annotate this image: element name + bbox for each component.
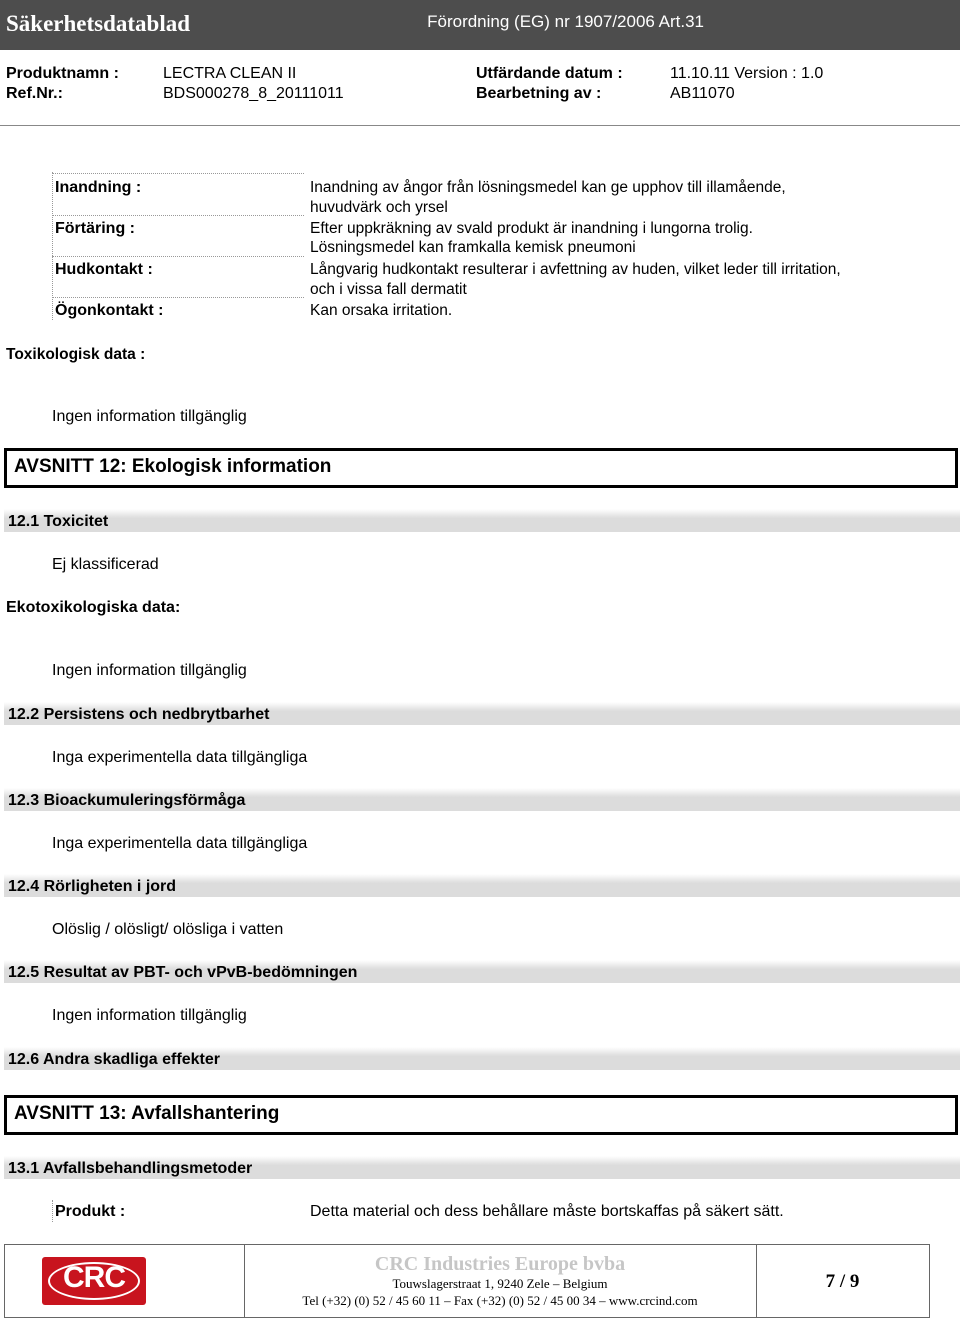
subsection-title: 12.4 Rörligheten i jord (8, 878, 177, 895)
section-13-heading (4, 1095, 958, 1135)
subsection-12-3 (4, 788, 960, 811)
persistence-value: Inga experimentella data tillgängliga (52, 749, 308, 766)
row-divider (52, 215, 304, 216)
product-row-border (52, 1200, 53, 1222)
edited-by-value: AB11070 (670, 85, 735, 102)
subsection-13-1 (4, 1156, 960, 1179)
row-divider (52, 256, 304, 257)
subsection-title: 12.1 Toxicitet (8, 513, 109, 530)
row-divider (52, 173, 304, 174)
product-name-label: Produktnamn : (6, 65, 119, 82)
company-name: CRC Industries Europe bvba (374, 1253, 626, 1275)
edited-by-label: Bearbetning av : (476, 85, 602, 102)
row-divider (52, 297, 304, 298)
inhalation-label: Inandning : (55, 179, 142, 196)
subsection-title: 13.1 Avfallsbehandlingsmetoder (8, 1160, 253, 1177)
skin-contact-text: och i vissa fall dermatit (310, 281, 467, 298)
section-13-title: AVSNITT 13: Avfallshantering (14, 1103, 280, 1124)
inhalation-text: Inandning av ångor från lösningsmedel kan ge upphov till illamående, (310, 179, 786, 196)
company-contact: Tel (+32) (0) 52 / 45 60 11 – Fax (+32) (0) 52 / 45 00 34 – www.crcind.com (302, 1293, 698, 1308)
ingestion-text: Efter uppkräkning av svald produkt är inandning i lungorna trolig. (310, 220, 753, 237)
issue-date-label: Utfärdande datum : (476, 65, 623, 82)
issue-date-value: 11.10.11 Version : 1.0 (670, 65, 824, 82)
subsection-title: 12.2 Persistens och nedbrytbarhet (8, 706, 270, 723)
crc-logo (42, 1257, 146, 1305)
product-name-value: LECTRA CLEAN II (163, 65, 297, 82)
section-12-title: AVSNITT 12: Ekologisk information (14, 456, 332, 477)
disposal-product-label: Produkt : (55, 1203, 126, 1220)
subsection-12-2 (4, 702, 960, 725)
subsection-12-5 (4, 960, 960, 983)
header-rule (0, 125, 960, 126)
subsection-title: 12.6 Andra skadliga effekter (8, 1051, 220, 1068)
subsection-12-1 (4, 509, 960, 532)
skin-contact-text: Långvarig hudkontakt resulterar i avfettning av huden, vilket leder till irritation, (310, 261, 841, 278)
section-12-heading (4, 448, 958, 488)
subsection-title: 12.5 Resultat av PBT- och vPvB-bedömningen (8, 964, 358, 981)
regulation-reference: Förordning (EG) nr 1907/2006 Art.31 (427, 12, 704, 31)
subsection-title: 12.3 Bioackumuleringsförmåga (8, 792, 246, 809)
mobility-value: Olöslig / olösligt/ olösliga i vatten (52, 921, 284, 938)
toxicological-data-label: Toxikologisk data : (6, 346, 146, 363)
eye-contact-text: Kan orsaka irritation. (310, 302, 453, 319)
toxicity-value: Ej klassificerad (52, 556, 159, 573)
skin-contact-label: Hudkontakt : (55, 261, 153, 278)
inhalation-text: huvudvärk och yrsel (310, 199, 448, 216)
subsection-12-6 (4, 1047, 960, 1070)
subsection-12-4 (4, 874, 960, 897)
ingestion-text: Lösningsmedel kan framkalla kemisk pneumoni (310, 239, 636, 256)
eye-contact-label: Ögonkontakt : (55, 302, 164, 319)
company-address: Touwslagerstraat 1, 9240 Zele – Belgium (392, 1276, 608, 1291)
logo-text: CRC (63, 1261, 125, 1294)
ingestion-label: Förtäring : (55, 220, 135, 237)
document-title: Säkerhetsdatablad (6, 11, 191, 36)
ref-number-label: Ref.Nr.: (6, 85, 63, 102)
toxicological-data-value: Ingen information tillgänglig (52, 408, 247, 425)
ecotox-label: Ekotoxikologiska data: (6, 599, 181, 616)
pbt-assessment-value: Ingen information tillgänglig (52, 1007, 247, 1024)
bioaccumulation-value: Inga experimentella data tillgängliga (52, 835, 308, 852)
page-number: 7 / 9 (825, 1271, 860, 1292)
disposal-product-value: Detta material och dess behållare måste bortskaffas på säkert sätt. (310, 1203, 784, 1220)
ref-number-value: BDS000278_8_20111011 (163, 85, 344, 102)
ecotox-value: Ingen information tillgänglig (52, 662, 247, 679)
